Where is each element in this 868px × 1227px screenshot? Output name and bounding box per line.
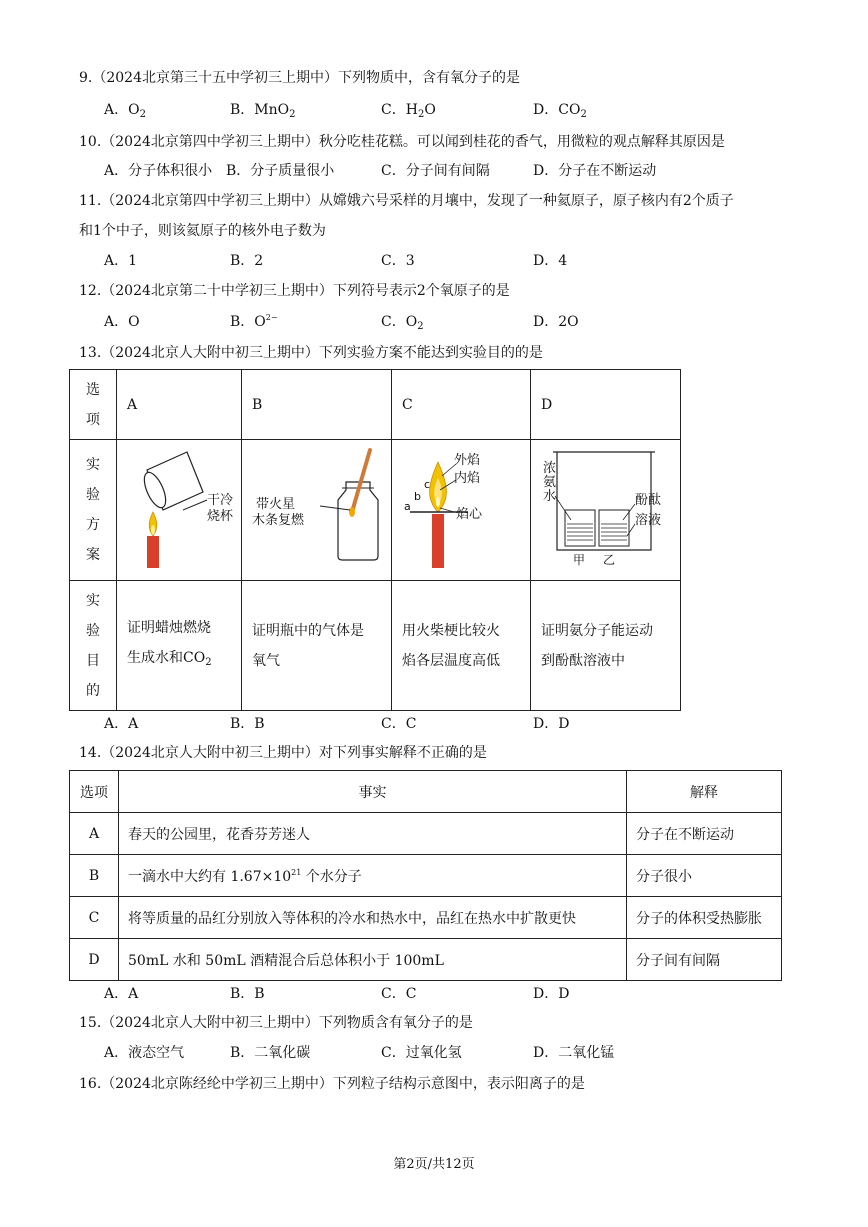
q10-option-c: C．分子间有间隔: [381, 163, 490, 179]
q15-option-c: C．过氧化氢: [381, 1045, 462, 1061]
q10-option-b: B．分子质量很小: [226, 163, 335, 179]
q12-stem: 12.（2024北京第二十中学初三上期中）下列符号表示2个氧原子的是: [79, 283, 510, 299]
q14-option-a: A．A: [104, 986, 139, 1002]
q13-col-b: B: [242, 370, 392, 440]
q14-option-d: D．D: [533, 986, 570, 1002]
q15-option-b: B．二氧化碳: [230, 1045, 311, 1061]
q12-option-d: D．2O: [533, 314, 579, 330]
q13-col-c: C: [392, 370, 531, 440]
q11-option-b: B．2: [230, 253, 264, 269]
q14-option-b: B．B: [230, 986, 265, 1002]
q13-c-label-c: c: [424, 478, 431, 491]
q13-d-label-4: 酚酞: [635, 493, 662, 508]
q16-stem: 16.（2024北京陈经纶中学初三上期中）下列粒子结构示意图中，表示阳离子的是: [79, 1076, 585, 1092]
q15-options: [0, 1042, 868, 1062]
q10-stem: 10.（2024北京第四中学初三上期中）秋分吃桂花糕。可以闻到桂花的香气，用微粒的观点解释其原因是: [79, 134, 725, 150]
q13-purpose-c: 用火柴梗比较火 焰各层温度高低: [392, 581, 531, 711]
q14-header-fact: 事实: [119, 771, 627, 813]
q13-c-label-outer: 外焰: [454, 453, 481, 468]
q13-option-b: B．B: [230, 716, 265, 732]
q11-options: [0, 250, 868, 270]
q13-img-b: [242, 440, 392, 581]
q13-purpose-label: 实 验 目 的: [70, 581, 117, 711]
q14-row-b: B 一滴水中大约有 $1.67\times 10^{21}$ 个水分子 分子很小: [70, 855, 782, 897]
q9-option-a: A．$O_2$: [104, 102, 146, 120]
q14-table: [69, 770, 782, 981]
q13-b-label1: 带火星: [256, 497, 296, 512]
candle-icon: [147, 536, 159, 568]
q12-option-b: B．$O^{2-}$: [230, 313, 278, 330]
q10-option-d: D．分子在不断运动: [533, 163, 657, 179]
q13-purpose-d: 证明氨分子能运动 到酚酞溶液中: [531, 581, 681, 711]
q13-col-d: D: [531, 370, 681, 440]
q15-option-d: D．二氧化锰: [533, 1045, 615, 1061]
q11-stem-line1: 11.（2024北京第四中学初三上期中）从嫦娥六号采样的月壤中，发现了一种氦原子，原子核内有2个质子: [79, 193, 734, 209]
q13-scheme-label: 实 验 方 案: [70, 440, 117, 581]
flame-icon: [430, 462, 447, 512]
q15-stem: 15.（2024北京人大附中初三上期中）下列物质含有氧分子的是: [79, 1015, 473, 1031]
q14-row-a: A 春天的公园里，花香芬芳迷人 分子在不断运动: [70, 813, 782, 855]
q13-option-c: C．C: [381, 716, 417, 732]
q15-option-a: A．液态空气: [104, 1045, 185, 1061]
q14-options: [0, 983, 868, 1003]
q14-option-c: C．C: [381, 986, 417, 1002]
q9-option-b: B．MnO$_2$: [230, 102, 296, 120]
q9-option-d: D．$CO_2$: [533, 102, 587, 120]
q11-option-d: D．4: [533, 253, 568, 269]
q13-d-label-1: 浓: [543, 461, 557, 476]
q14-row-c: C 将等质量的品红分别放入等体积的冷水和热水中，品红在热水中扩散更快 分子的体积受热膨胀: [70, 897, 782, 939]
q13-img-c: [392, 440, 531, 581]
candle-icon: [432, 514, 444, 568]
q9-option-c: C．$H_2O$: [381, 102, 436, 120]
q13-d-label-2: 氨: [543, 475, 557, 490]
q13-stem: 13.（2024北京人大附中初三上期中）下列实验方案不能达到实验目的的是: [79, 345, 543, 361]
q13-a-label1: 干冷: [207, 493, 234, 508]
q13-c-label-a: a: [404, 500, 411, 513]
q13-purpose-b: 证明瓶中的气体是 氧气: [242, 581, 392, 711]
q12-option-a: A．O: [104, 314, 140, 330]
q14-stem: 14.（2024北京人大附中初三上期中）对下列事实解释不正确的是: [79, 745, 487, 761]
q14-header-option: 选项: [70, 771, 119, 813]
q13-d-label-5: 溶液: [635, 513, 662, 528]
q9-options: [0, 99, 868, 119]
page-number: 第2页/共12页: [393, 1157, 475, 1172]
beaker-icon: [140, 452, 203, 511]
q13-purpose-a: 证明蜡烛燃烧 生成水和$CO_2$: [117, 581, 242, 711]
q11-stem-line2: 和1个中子，则该氦原子的核外电子数为: [79, 223, 326, 239]
q11-option-c: C．3: [381, 253, 415, 269]
q9-stem: 9.（2024北京第三十五中学初三上期中）下列物质中，含有氧分子的是: [79, 70, 520, 86]
q14-header-explain: 解释: [627, 771, 782, 813]
q13-c-label-b: b: [414, 490, 421, 503]
flame-icon: [149, 512, 157, 536]
q13-img-a: [117, 440, 242, 581]
q13-option-a: A．A: [104, 716, 139, 732]
q13-a-label2: 烧杯: [207, 509, 234, 524]
q11-option-a: A．1: [104, 253, 138, 269]
q13-c-label-core: 焰心: [456, 507, 483, 522]
q13-options: [0, 713, 868, 733]
q10-options: [0, 160, 868, 180]
q10-option-a: A．分子体积很小: [104, 163, 213, 179]
q14-row-d: D 50mL 水和 50mL 酒精混合后总体积小于 100mL 分子间有间隔: [70, 939, 782, 981]
q13-header-label: 选 项: [70, 370, 117, 440]
small-beaker-b-icon: [599, 510, 629, 546]
q13-img-d: [531, 440, 681, 581]
q13-d-label-7: 乙: [603, 553, 616, 567]
q13-c-label-inner: 内焰: [454, 471, 481, 486]
q13-col-a: A: [117, 370, 242, 440]
q13-b-label2: 木条复燃: [252, 513, 305, 528]
q13-option-d: D．D: [533, 716, 570, 732]
q13-d-label-6: 甲: [573, 553, 586, 567]
q13-d-label-3: 水: [543, 489, 557, 504]
q12-options: [0, 311, 868, 331]
small-beaker-a-icon: [565, 510, 595, 546]
q12-option-c: C．$O_2$: [381, 314, 424, 332]
q13-table: [69, 369, 681, 711]
